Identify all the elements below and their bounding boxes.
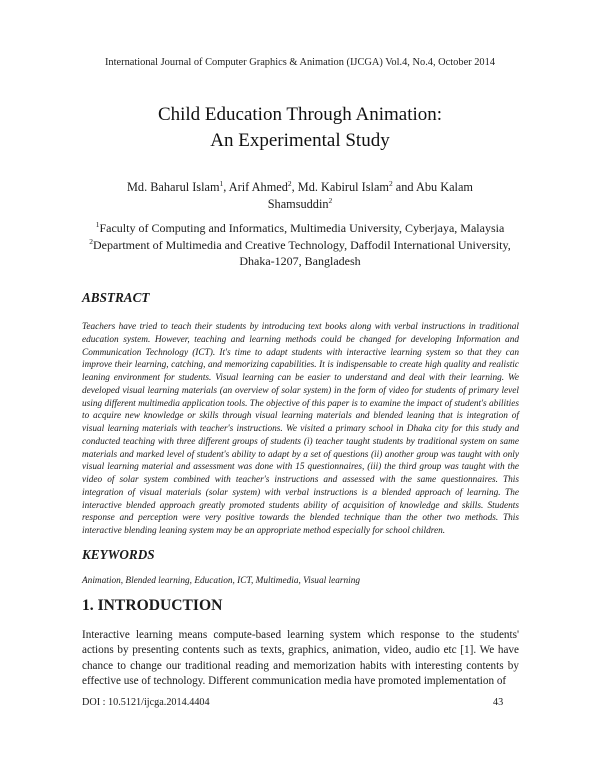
author-list bbox=[100, 179, 500, 213]
paper-title bbox=[0, 102, 600, 154]
affiliation-2-cont: Dhaka-1207, Bangladesh bbox=[239, 254, 361, 268]
abstract-heading: ABSTRACT bbox=[82, 290, 150, 305]
affiliation-marker: 2 bbox=[89, 236, 94, 246]
author-separator: , bbox=[223, 180, 229, 194]
journal-header: International Journal of Computer Graphics & Animation (IJCGA) Vol.4, No.4, October 2014 bbox=[104, 57, 496, 68]
keywords-heading: KEYWORDS bbox=[82, 547, 155, 562]
abstract-body: Teachers have tried to teach their students by introducing text books along with verbal instructions in traditional education system. However, teaching and learning methods could be changed for developing Information and Communication Technology (ICT). It's time to adapt students with interactive learning system so that they can improve their learning, catching, and memorizing capabilities. It is indispensable to create high quality and realistic leaning environment for students. Visual learning can be easier to understand and deal with their learning. We developed visual learning materials (an overview of solar system) in the form of video for students of primary level using different multimedia application tools. The objective of this paper is to examine the impact of student's abilities to acquire new knowledge or skills through visual learning materials and blended leaning that is integration of visual learning materials with teacher's instructions. We visited a primary school in Dhaka city for this study and conducted teaching with three different groups of students (i) teacher taught students by traditional system on same materials and marked level of student's ability to adapt by a set of questions (ii) another group was taught with only visual learning material and assessment was done with 15 questionnaires, (iii) the third group was taught with the video of solar system combined with teacher's instructions and assessed with the same questionnaires. This integration of visual materials (solar system) with verbal instructions is a blended approach of learning. The interactive blended approach greatly promoted students ability of acquisition of knowledge and skills. Students response and perception were very positive towards the blended technique than the other two methods. This interactive blending leaning system may be an appropriate method especially for school children. bbox=[82, 322, 519, 536]
author-separator: , bbox=[291, 180, 298, 194]
affiliation-text: Department of Multimedia and Creative Technology, Daffodil International University, bbox=[93, 237, 511, 252]
introduction-body: Interactive learning means compute-based learning system which response to the students' actions by presenting contents such as texts, graphics, animation, video, audio etc [1]. We have chance to change our traditional reading and memorization habits with interesting contents by effective use of technology. Different communication media have promoted implementation of bbox=[82, 629, 519, 687]
author-name: Abu Kalam Shamsuddin bbox=[267, 180, 473, 211]
title-line-1: Child Education Through Animation: bbox=[157, 104, 443, 125]
author-name: Arif Ahmed bbox=[228, 180, 288, 194]
introduction-heading: 1. INTRODUCTION bbox=[82, 597, 223, 614]
author-separator: and bbox=[392, 180, 416, 194]
author-name: Md. Baharul Islam bbox=[126, 180, 220, 194]
affiliation-text: Faculty of Computing and Informatics, Multimedia University, Cyberjaya, Malaysia bbox=[99, 221, 505, 235]
author-name: Md. Kabirul Islam bbox=[297, 180, 389, 194]
page-number: 43 bbox=[493, 697, 504, 708]
title-line-2: An Experimental Study bbox=[210, 130, 390, 151]
affiliation-1 bbox=[80, 220, 520, 237]
affiliation-marker: 2 bbox=[328, 195, 333, 205]
affiliation-marker: 2 bbox=[388, 178, 393, 188]
affiliation-2 bbox=[80, 237, 520, 254]
affiliation-marker: 1 bbox=[95, 220, 100, 229]
footer-doi: DOI : 10.5121/ijcga.2014.4404 bbox=[82, 697, 210, 708]
affiliation-marker: 2 bbox=[287, 178, 292, 188]
affiliation-marker: 1 bbox=[219, 178, 224, 188]
affiliations bbox=[80, 220, 520, 270]
keywords-body: Animation, Blended learning, Education, ICT, Multimedia, Visual learning bbox=[82, 576, 361, 586]
